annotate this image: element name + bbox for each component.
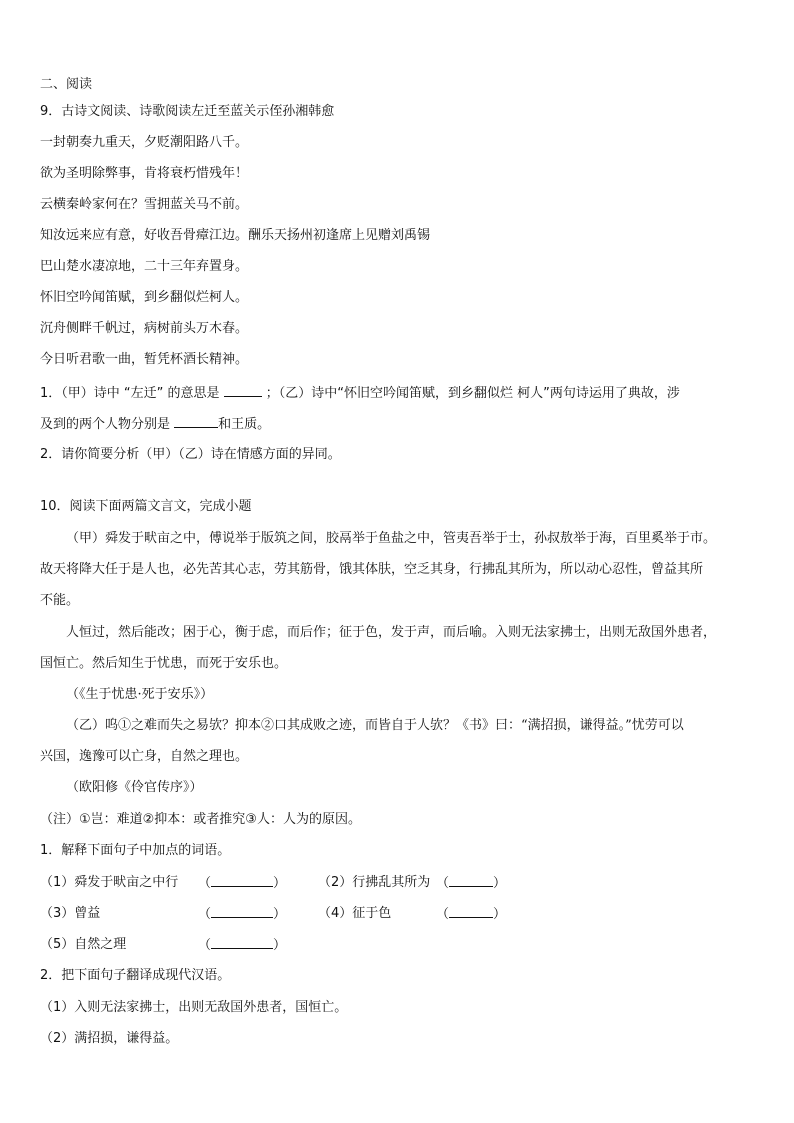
poem-line: 一封朝奏九重天，夕贬潮阳路八千。 (40, 135, 249, 150)
poem-line: 今日听君歌一曲，暂凭杯酒长精神。 (40, 352, 249, 367)
item-label: （2）行拂乱其所为 (318, 875, 431, 890)
item-label: （1）舜发于畎亩之中行 (40, 875, 179, 890)
poem-line: 知汝远来应有意，好收吾骨瘴江边。酬乐天扬州初逢席上见赠刘禹锡 (40, 228, 431, 243)
answer-paren (436, 874, 506, 893)
q9-sub1-text-d: 和王质。 (218, 417, 271, 432)
q9-title: 9．古诗文阅读、诗歌阅读左迁至蓝关示侄孙湘韩愈 (40, 104, 335, 119)
answer-blank[interactable] (449, 874, 493, 887)
item-label: （5）自然之理 (40, 937, 127, 952)
passage-line: 不能。 (40, 593, 80, 608)
answer-blank[interactable] (211, 936, 273, 949)
close-paren: ） (273, 876, 287, 891)
answer-blank[interactable] (211, 905, 273, 918)
answer-blank[interactable] (211, 874, 273, 887)
close-paren: ） (273, 938, 287, 953)
passage-line: 故天将降大任于是人也，必先苦其心志，劳其筋骨，饿其体肤，空乏其身，行拂乱其所为，所以动心忍性，曾益其所 (40, 562, 704, 577)
annotation-note: （注）①岂：难道②抑本：或者推究③人：人为的原因。 (40, 812, 361, 827)
passage-line: 兴国，逸豫可以亡身，自然之理也。 (40, 749, 249, 764)
q10-sub2-item: （2）满招损，谦得益。 (40, 1031, 179, 1046)
q9-sub2: 2．请你简要分析（甲）（乙）诗在情感方面的异同。 (40, 447, 341, 462)
q9-sub1-text-c: 及到的两个人物分别是 (40, 417, 171, 432)
q10-sub1-item (318, 874, 430, 892)
q9-sub1-text-b: ；（乙）诗中“怀旧空吟闻笛赋，到乡翻似烂 柯人”两句诗运用了典故，涉 (265, 386, 680, 401)
answer-blank[interactable] (449, 905, 493, 918)
passage-line: （乙）呜①之难而失之易欤？抑本②口其成败之迹，而皆自于人欤？《书》曰：“满招损，谦得益。”忧劳可以 (66, 718, 684, 733)
q10-sub2-item: （1）入则无法家拂士，出则无敌国外患者，国恒亡。 (40, 1000, 348, 1015)
q10-sub1-item (40, 905, 100, 923)
q10-sub2-title: 2．把下面句子翻译成现代汉语。 (40, 968, 231, 983)
passage-source: （《生于忧患·死于安乐》） (66, 687, 214, 702)
item-label: （4）征于色 (318, 906, 392, 921)
q10-title: 10．阅读下面两篇文言文，完成小题 (40, 499, 252, 514)
section-heading: 二、阅读 (40, 77, 93, 92)
poem-line: 巴山楚水凄凉地，二十三年弃置身。 (40, 259, 249, 274)
passage-line: 国恒亡。然后知生于忧患，而死于安乐也。 (40, 656, 288, 671)
open-paren: （ (198, 876, 212, 891)
poem-line: 欲为圣明除弊事，肯将衰朽惜残年！ (40, 166, 249, 181)
close-paren: ） (493, 876, 507, 891)
poem-line: 怀旧空吟闻笛赋，到乡翻似烂柯人。 (40, 290, 249, 305)
q10-sub1-item (40, 874, 178, 892)
q9-sub1-text-a: 1．（甲）诗中 “左迁” 的意思是 (40, 386, 220, 401)
open-paren: （ (436, 876, 450, 891)
open-paren: （ (436, 907, 450, 922)
q10-sub1-item (318, 905, 391, 923)
q9-sub1-line2 (40, 415, 270, 434)
q10-sub1-item (40, 936, 126, 954)
item-label: （3）曾益 (40, 906, 101, 921)
passage-source: （欧阳修《伶官传序》） (66, 780, 203, 795)
close-paren: ） (493, 907, 507, 922)
answer-blank[interactable] (224, 384, 262, 397)
poem-line: 云横秦岭家何在？雪拥蓝关马不前。 (40, 197, 249, 212)
answer-paren (436, 905, 506, 924)
open-paren: （ (198, 907, 212, 922)
answer-blank[interactable] (174, 415, 218, 428)
answer-paren (198, 874, 286, 893)
q10-sub1-title: 1．解释下面句子中加点的词语。 (40, 843, 231, 858)
q9-sub1-line1 (40, 384, 680, 403)
passage-line: （甲）舜发于畎亩之中，傅说举于版筑之间，胶鬲举于鱼盐之中，管夷吾举于士，孙叔敖举于海，百里奚举于市。 (66, 531, 717, 546)
answer-paren (198, 936, 286, 955)
close-paren: ） (273, 907, 287, 922)
passage-line: 人恒过，然后能改；困于心，衡于虑，而后作；征于色，发于声，而后喻。入则无法家拂士，出则无敌国外患者， (66, 625, 717, 640)
answer-paren (198, 905, 286, 924)
poem-line: 沉舟侧畔千帆过，病树前头万木春。 (40, 321, 249, 336)
open-paren: （ (198, 938, 212, 953)
